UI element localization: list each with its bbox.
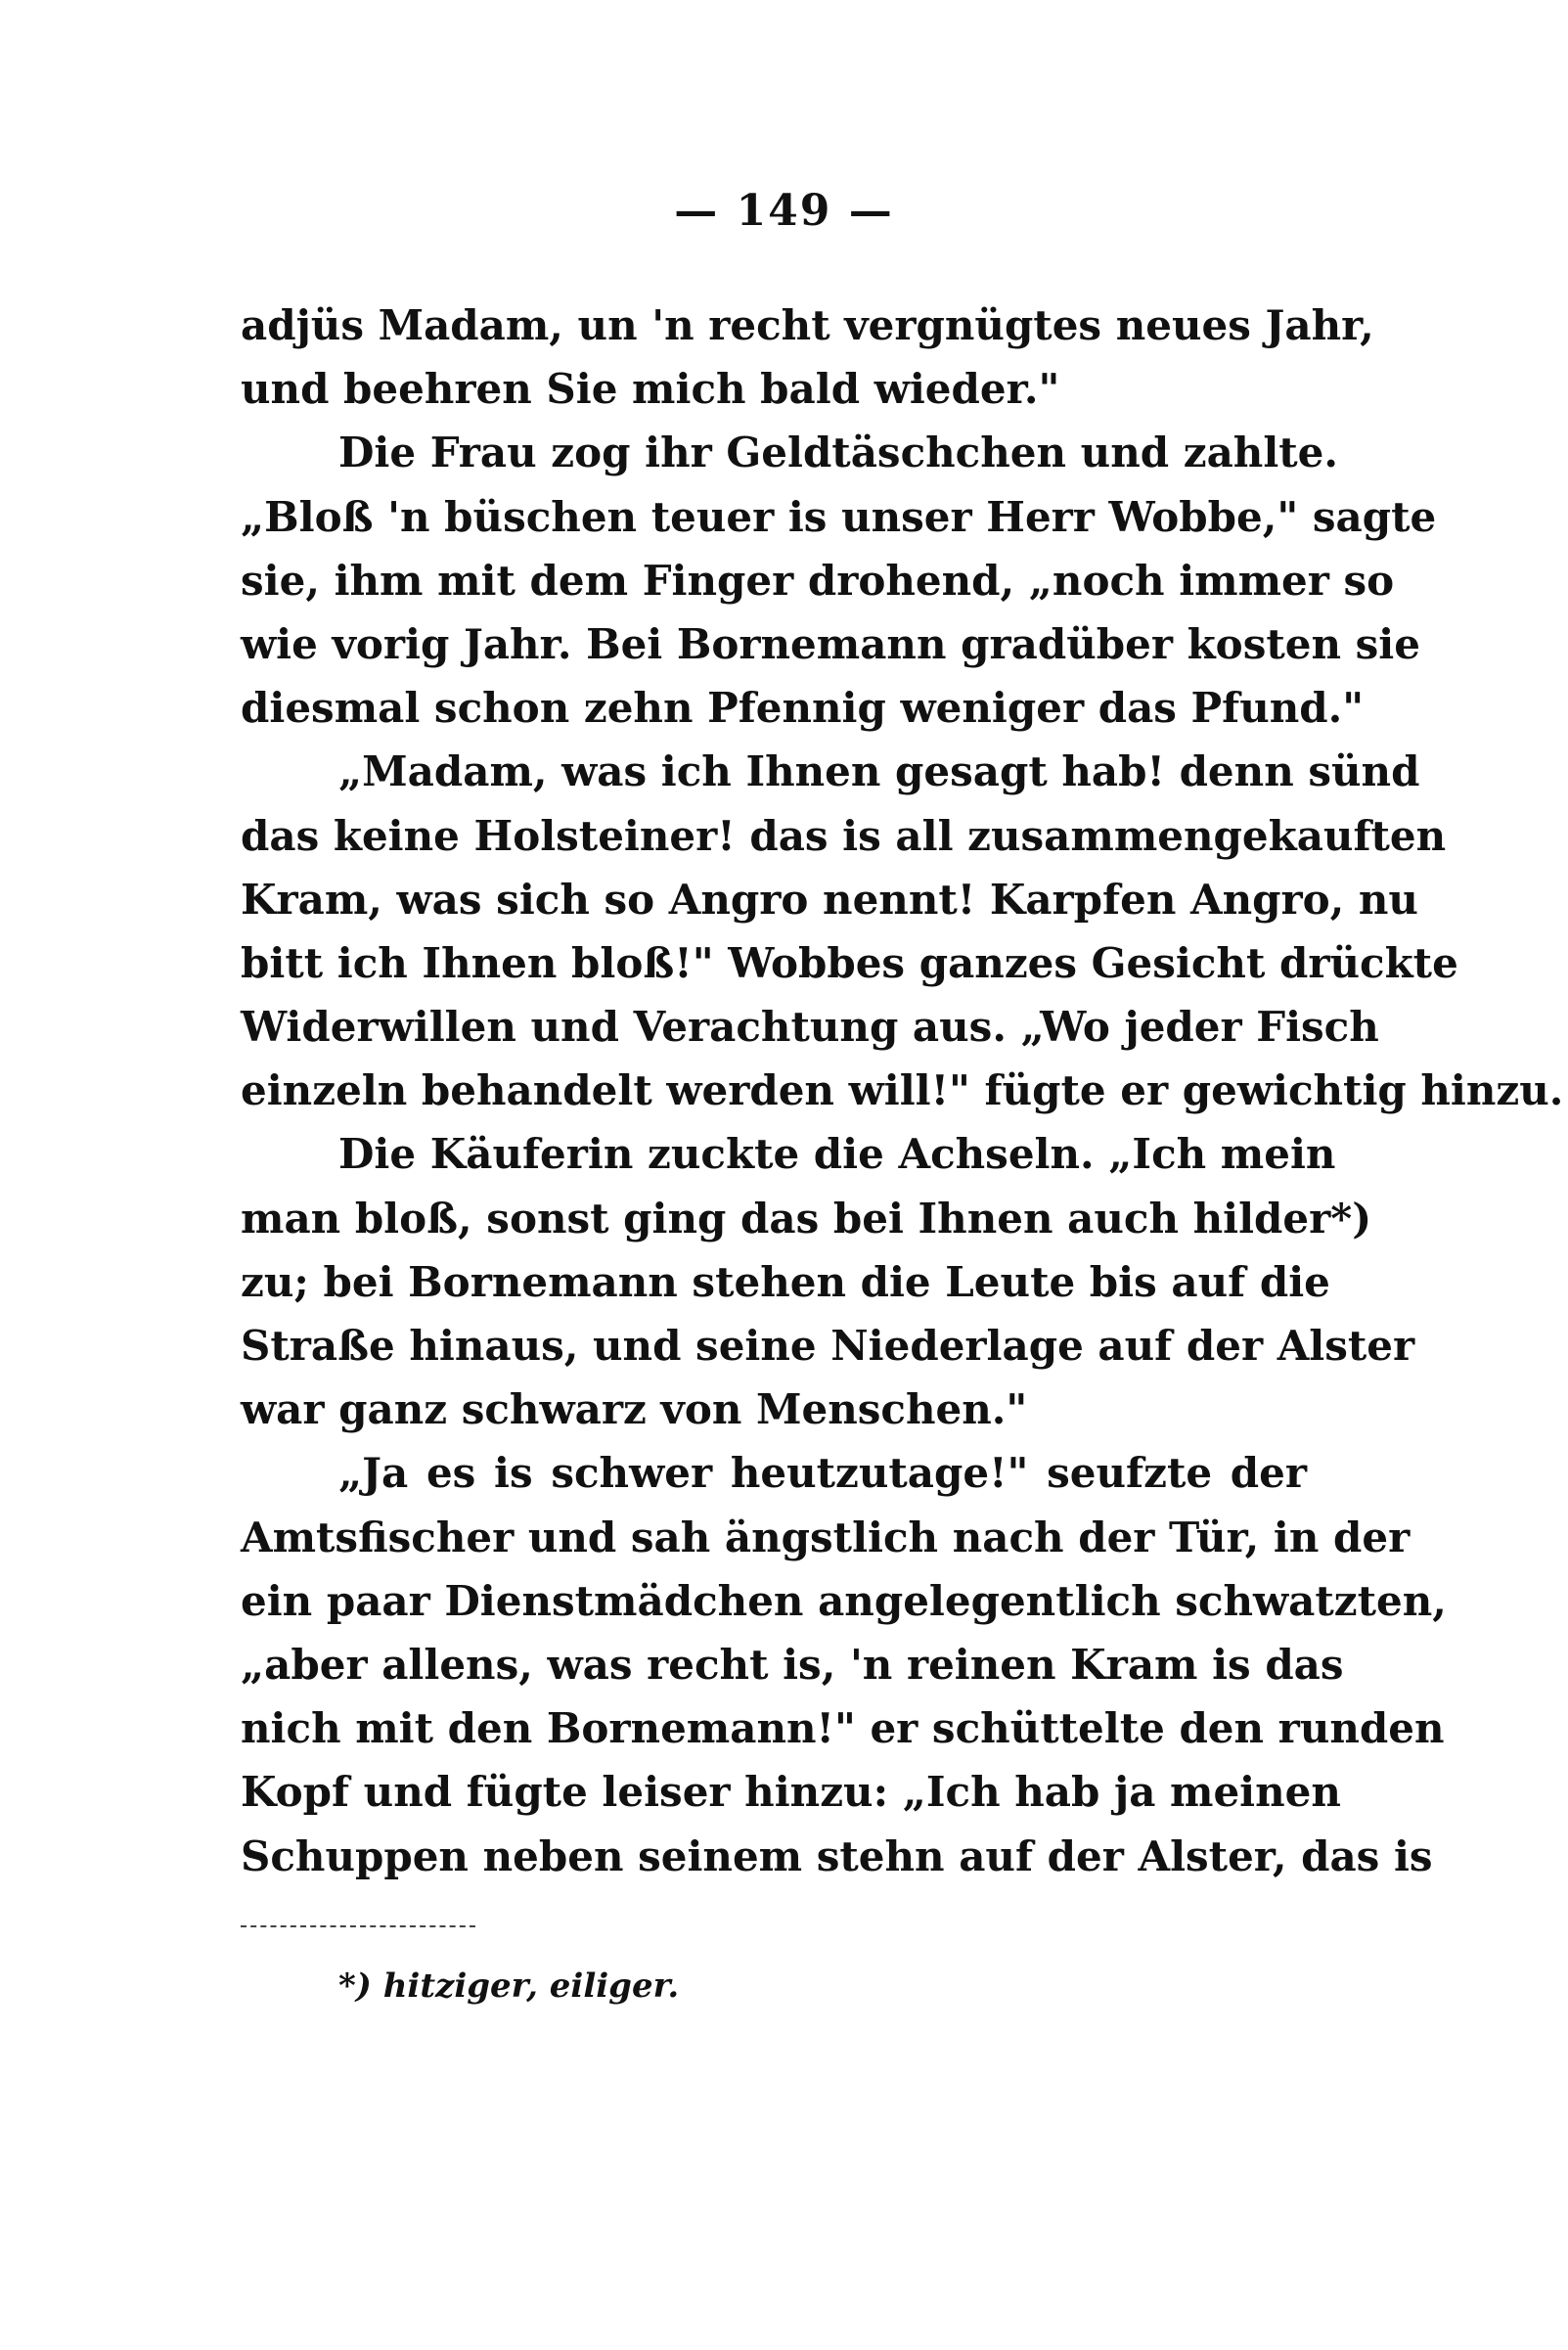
text-line: „Bloß 'n büschen teuer is unser Herr Wobbe," sagte xyxy=(241,492,1437,541)
text-line: zu; bei Bornemann stehen die Leute bis auf die xyxy=(241,1257,1330,1306)
text-line: Die Frau zog ihr Geldtäschchen und zahlte. xyxy=(338,429,1339,477)
text-line: adjüs Madam, un 'n recht vergnügtes neues Jahr, xyxy=(241,301,1374,349)
footnote-divider xyxy=(241,1925,475,1927)
text-line: „Madam, was ich Ihnen gesagt hab! denn sünd xyxy=(338,747,1420,796)
text-line: „Ja es is schwer heutzutage!" seufzte der xyxy=(338,1449,1307,1498)
text-line: Schuppen neben seinem stehn auf der Alster, das is xyxy=(241,1831,1433,1880)
text-line: Kopf und fügte leiser hinzu: „Ich hab ja meinen xyxy=(241,1768,1341,1817)
text-line: Kram, was sich so Angro nennt! Karpfen Angro, nu xyxy=(241,875,1418,924)
text-line: ein paar Dienstmädchen angelegentlich schwatzten, xyxy=(241,1576,1447,1625)
text-line: und beehren Sie mich bald wieder." xyxy=(241,365,1060,414)
text-line: diesmal schon zehn Pfennig weniger das Pfund." xyxy=(241,684,1365,733)
text-line: man bloß, sonst ging das bei Ihnen auch hilder*) xyxy=(241,1194,1372,1243)
page-number-header: — 149 — xyxy=(674,186,894,236)
text-line: „aber allens, was recht is, 'n reinen Kram is das xyxy=(241,1640,1344,1689)
text-line: Straße hinaus, und seine Niederlage auf der Alster xyxy=(241,1322,1415,1370)
text-line: war ganz schwarz von Menschen." xyxy=(241,1385,1028,1434)
footnote: *) hitziger, eiliger. xyxy=(338,1966,680,2006)
text-line: einzeln behandelt werden will!" fügte er gewichtig hinzu. xyxy=(241,1066,1564,1115)
text-line: Widerwillen und Verachtung aus. „Wo jeder Fisch xyxy=(241,1003,1379,1052)
body-text xyxy=(241,294,1564,1888)
text-line: nich mit den Bornemann!" er schüttelte den runden xyxy=(241,1704,1445,1753)
text-line: Die Käuferin zuckte die Achseln. „Ich mein xyxy=(338,1130,1336,1179)
text-line: das keine Holsteiner! das is all zusammengekauften xyxy=(241,811,1447,860)
text-line: Amtsfischer und sah ängstlich nach der Tür, in der xyxy=(241,1513,1411,1561)
text-line: sie, ihm mit dem Finger drohend, „noch immer so xyxy=(241,556,1395,605)
text-line: wie vorig Jahr. Bei Bornemann gradüber kosten sie xyxy=(241,619,1420,668)
text-line: bitt ich Ihnen bloß!" Wobbes ganzes Gesicht drückte xyxy=(241,938,1458,987)
